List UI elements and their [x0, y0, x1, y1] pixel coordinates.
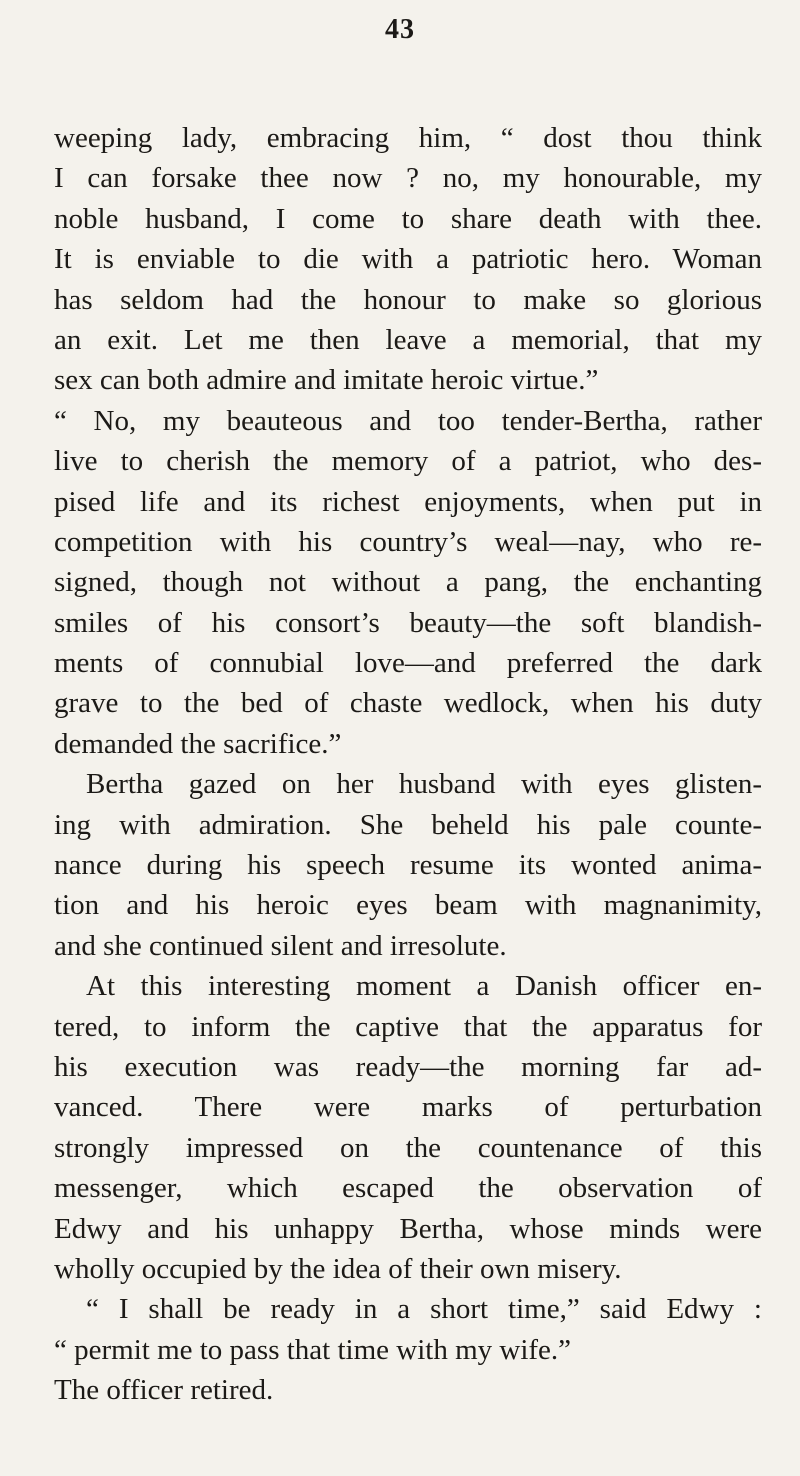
text-line: tered, to inform the captive that the apparatus for [54, 1010, 762, 1043]
text-line: and she continued silent and irresolute. [54, 929, 507, 962]
text-line: grave to the bed of chaste wedlock, when his duty [54, 687, 762, 720]
text-line: Edwy and his unhappy Bertha, whose minds were [54, 1212, 762, 1245]
text-line: strongly impressed on the countenance of this [54, 1131, 762, 1164]
text-line: ments of connubial love—and preferred the dark [54, 647, 762, 680]
text-line: has seldom had the honour to make so glorious [54, 283, 762, 316]
text-line: “ permit me to pass that time with my wife.” [54, 1333, 572, 1366]
text-line: It is enviable to die with a patriotic hero. Woman [54, 243, 762, 276]
text-line: wholly occupied by the idea of their own misery. [54, 1252, 622, 1285]
text-line: vanced. There were marks of perturbation [54, 1091, 762, 1124]
text-line: The officer retired. [54, 1374, 274, 1407]
text-line: nance during his speech resume its wonted anima- [54, 849, 762, 882]
text-line: “ No, my beauteous and too tender-Bertha, rather [54, 404, 762, 437]
text-line: I can forsake thee now ? no, my honourable, my [54, 162, 762, 195]
text-line: sex can both admire and imitate heroic virtue.” [54, 364, 599, 397]
text-line: tion and his heroic eyes beam with magnanimity, [54, 889, 762, 922]
text-line: demanded the sacrifice.” [54, 727, 342, 760]
text-line: competition with his country’s weal—nay, who re- [54, 525, 762, 558]
text-line: smiles of his consort’s beauty—the soft blandish- [54, 606, 762, 639]
body-text [54, 118, 762, 1411]
text-line: Bertha gazed on her husband with eyes glisten- [86, 768, 762, 801]
text-line: ing with admiration. She beheld his pale counte- [54, 808, 762, 841]
text-line: an exit. Let me then leave a memorial, that my [54, 323, 762, 356]
text-line: pised life and its richest enjoyments, when put in [54, 485, 762, 518]
text-line: signed, though not without a pang, the enchanting [54, 566, 762, 599]
text-line: live to cherish the memory of a patriot, who des- [54, 445, 762, 478]
text-line: his execution was ready—the morning far ad- [54, 1050, 762, 1083]
text-line: weeping lady, embracing him, “ dost thou think [54, 122, 762, 154]
text-line: messenger, which escaped the observation of [54, 1172, 762, 1205]
text-line: At this interesting moment a Danish officer en- [86, 970, 762, 1003]
page-number: 43 [385, 14, 415, 45]
text-line: noble husband, I come to share death with thee. [54, 202, 762, 235]
text-line: “ I shall be ready in a short time,” said Edwy : [86, 1293, 762, 1326]
